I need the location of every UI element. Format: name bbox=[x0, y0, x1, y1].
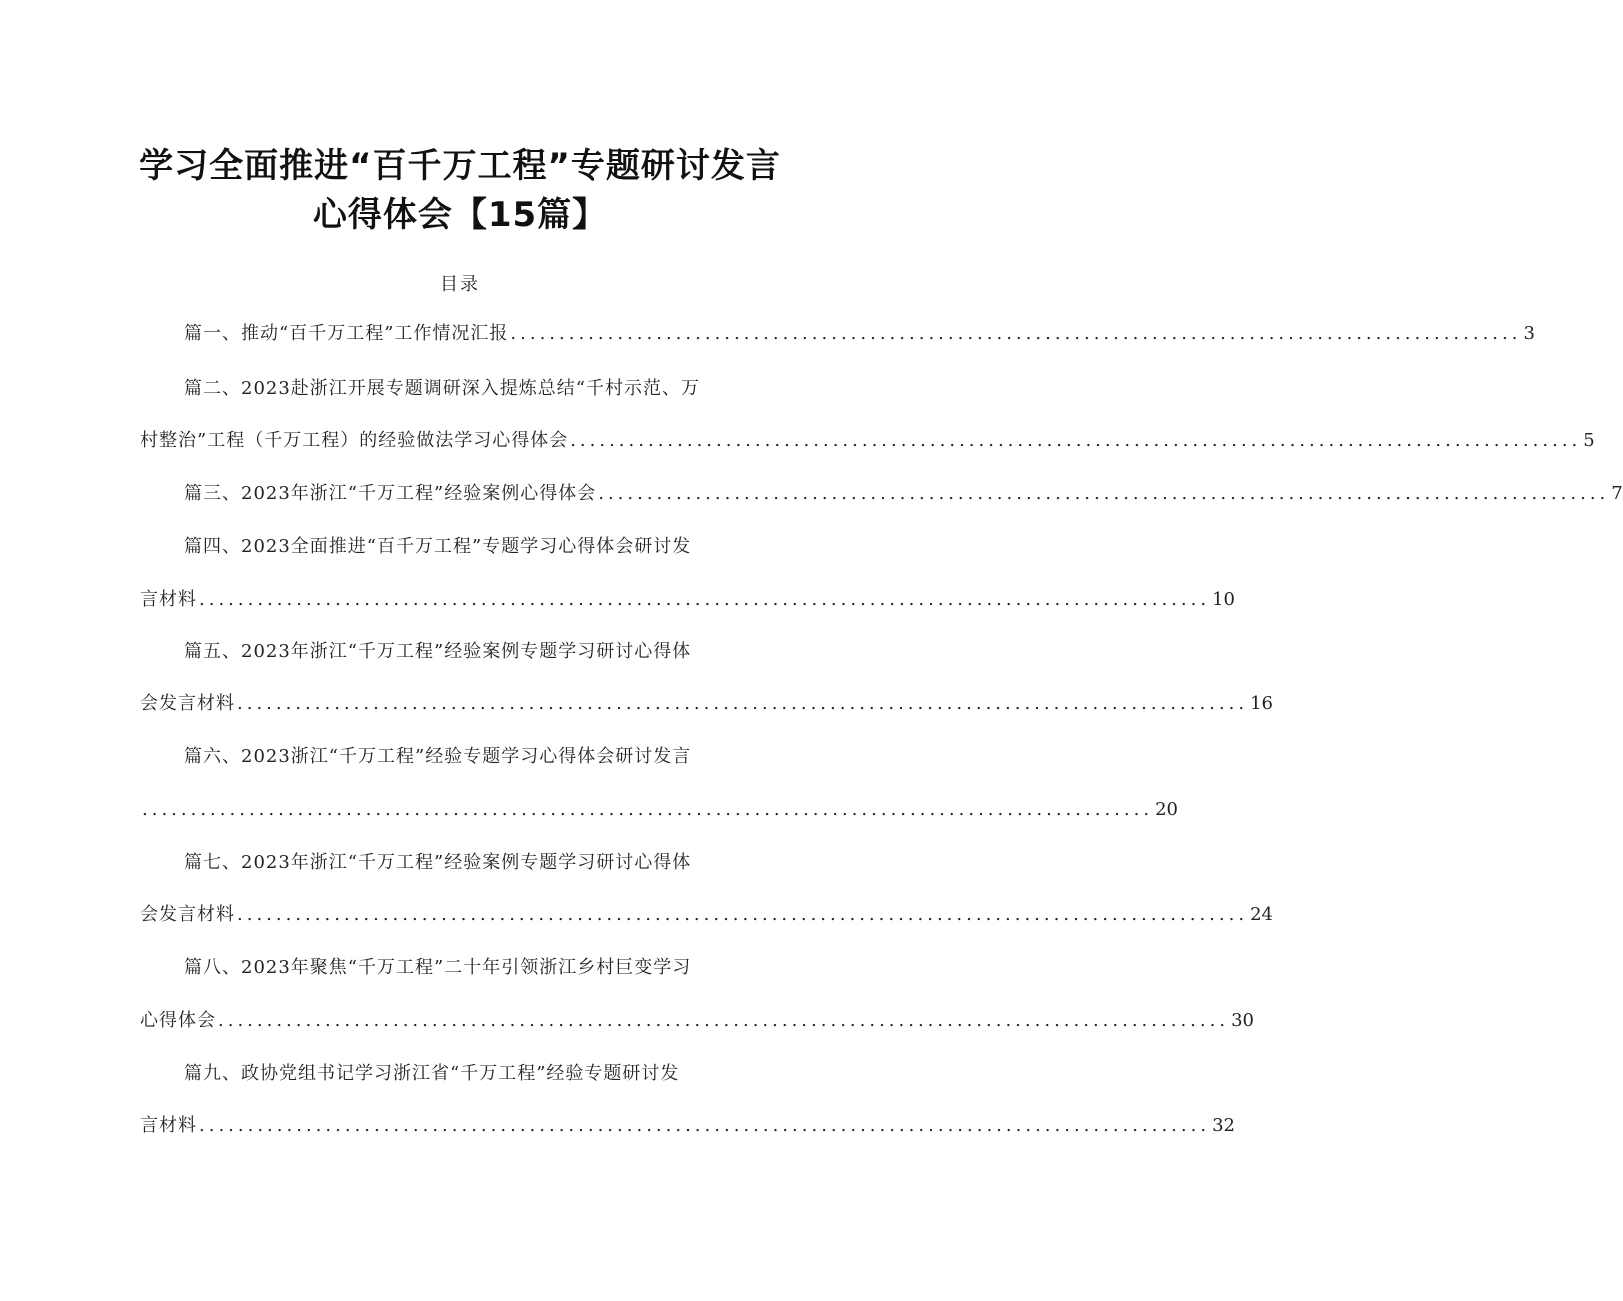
toc-page-number: 20 bbox=[1155, 799, 1178, 820]
toc-entry-text: 村整治”工程（千万工程）的经验做法学习心得体会 bbox=[140, 430, 569, 451]
toc-heading: 目录 bbox=[440, 274, 480, 295]
toc-entry-8-line1[interactable]: 篇八、2023年聚焦“千万工程”二十年引领浙江乡村巨变学习 bbox=[184, 957, 692, 978]
toc-entry-7[interactable] bbox=[140, 902, 1273, 928]
toc-entry-3[interactable] bbox=[184, 481, 1623, 507]
toc-page-number: 16 bbox=[1250, 693, 1273, 714]
toc-entry-5-line1[interactable]: 篇五、2023年浙江“千万工程”经验案例专题学习研讨心得体 bbox=[184, 641, 692, 662]
dot-leader: ........................................................................................................ bbox=[570, 430, 1582, 451]
dot-leader: ........................................................................................................ bbox=[598, 483, 1610, 504]
toc-page-number: 10 bbox=[1212, 589, 1235, 610]
dot-leader: ........................................................................................................ bbox=[142, 799, 1154, 820]
toc-entry-text: 会发言材料 bbox=[140, 693, 235, 714]
toc-entry-8[interactable] bbox=[140, 1008, 1254, 1034]
toc-entry-6-line1[interactable]: 篇六、2023浙江“千万工程”经验专题学习心得体会研讨发言 bbox=[184, 746, 692, 767]
toc-entry-1[interactable] bbox=[184, 321, 1535, 347]
dot-leader: ........................................................................................................ bbox=[218, 1010, 1230, 1031]
toc-page-number: 3 bbox=[1523, 323, 1535, 344]
toc-entry-9[interactable] bbox=[140, 1113, 1235, 1139]
toc-entry-2-line1[interactable]: 篇二、2023赴浙江开展专题调研深入提炼总结“千村示范、万 bbox=[184, 378, 701, 399]
dot-leader: ........................................................................................................ bbox=[199, 1115, 1211, 1136]
toc-entry-6[interactable] bbox=[140, 797, 1178, 823]
toc-entry-7-line1[interactable]: 篇七、2023年浙江“千万工程”经验案例专题学习研讨心得体 bbox=[184, 852, 692, 873]
toc-page-number: 30 bbox=[1231, 1010, 1254, 1031]
dot-leader: ........................................................................................................ bbox=[237, 693, 1249, 714]
toc-page-number: 7 bbox=[1611, 483, 1623, 504]
toc-entry-text: 言材料 bbox=[140, 1115, 197, 1136]
toc-entry-2[interactable] bbox=[140, 428, 1595, 454]
toc-entry-text: 篇一、推动“百千万工程”工作情况汇报 bbox=[184, 323, 509, 344]
toc-page-number: 5 bbox=[1583, 430, 1595, 451]
toc-entry-4-line1[interactable]: 篇四、2023全面推进“百千万工程”专题学习心得体会研讨发 bbox=[184, 536, 692, 557]
toc-entry-5[interactable] bbox=[140, 691, 1273, 717]
toc-entry-4[interactable] bbox=[140, 587, 1235, 613]
toc-entry-text: 篇三、2023年浙江“千万工程”经验案例心得体会 bbox=[184, 483, 597, 504]
dot-leader: ........................................................................................................ bbox=[510, 323, 1522, 344]
document-title-line1: 学习全面推进“百千万工程”专题研讨发言 bbox=[139, 146, 781, 186]
toc-entry-9-line1[interactable]: 篇九、政协党组书记学习浙江省“千万工程”经验专题研讨发 bbox=[184, 1063, 680, 1084]
document-title-line2: 心得体会【15篇】 bbox=[312, 195, 608, 235]
toc-page-number: 32 bbox=[1212, 1115, 1235, 1136]
toc-entry-text: 言材料 bbox=[140, 589, 197, 610]
toc-page-number: 24 bbox=[1250, 904, 1273, 925]
toc-entry-text: 会发言材料 bbox=[140, 904, 235, 925]
dot-leader: ........................................................................................................ bbox=[237, 904, 1249, 925]
dot-leader: ........................................................................................................ bbox=[199, 589, 1211, 610]
toc-entry-text: 心得体会 bbox=[140, 1010, 216, 1031]
